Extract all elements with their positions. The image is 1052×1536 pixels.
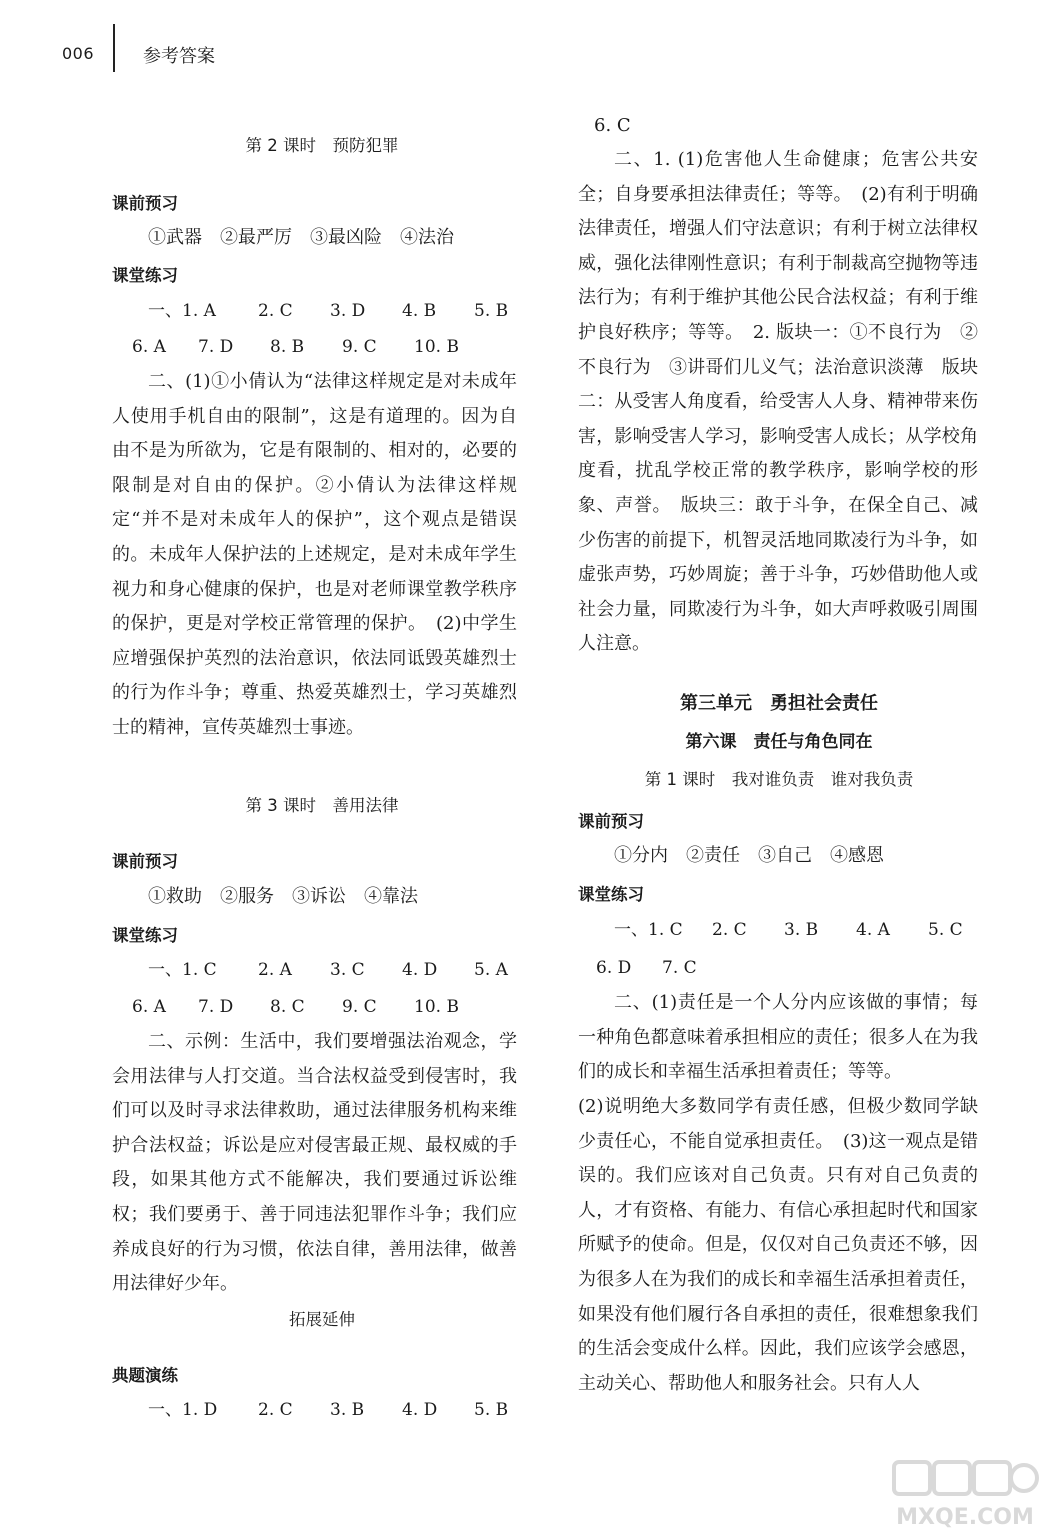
answer-item: 一、1. C	[148, 960, 217, 980]
pre-study-label-1: 课前预习	[112, 194, 178, 213]
extension-title: 拓展延伸	[289, 1310, 355, 1329]
pre-study-answers-1: ①武器 ②最严厉 ③最凶险 ④法治	[148, 227, 454, 248]
lesson-3-title: 第 3 课时 善用法律	[245, 796, 399, 815]
answer-item: 8. B	[270, 337, 305, 357]
typical-practice-label: 典题演练	[112, 1366, 178, 1385]
mc-answers-row	[132, 995, 459, 1019]
answer-item: 7. C	[662, 958, 697, 978]
pre-study-answers-2: ①救助 ②服务 ③诉讼 ④靠法	[148, 886, 418, 907]
answer-item: 3. B	[784, 920, 819, 940]
answer-item: 5. B	[474, 1400, 509, 1420]
class-practice-label-3: 课堂练习	[578, 885, 644, 904]
answer-item: 6. A	[132, 337, 166, 357]
mc-answers-row	[148, 299, 508, 323]
answer-item: 2. C	[258, 1400, 293, 1420]
mc-answers-row	[148, 1398, 508, 1422]
answer-item: 2. C	[258, 301, 293, 321]
pre-study-label-3: 课前预习	[578, 812, 644, 831]
header-divider	[113, 24, 115, 72]
class-practice-label-2: 课堂练习	[112, 926, 178, 945]
answer-item: 3. B	[330, 1400, 365, 1420]
answer-item: 5. A	[474, 960, 508, 980]
answer-item: 5. B	[474, 301, 509, 321]
answer-item: 10. B	[414, 997, 459, 1017]
lesson-2-title: 第 2 课时 预防犯罪	[245, 136, 399, 155]
page-header	[0, 0, 1052, 100]
answer-item: 一、1. A	[148, 301, 216, 321]
page-number: 006	[62, 44, 95, 63]
answer-item: 8. C	[270, 997, 305, 1017]
mc-answers-row	[148, 958, 508, 982]
lesson-6-1-title: 第 1 课时 我对谁负责 谁对我负责	[644, 770, 914, 789]
mc-answers-row	[596, 956, 697, 980]
answer-item: 2. C	[712, 920, 747, 940]
answer-item: 9. C	[342, 337, 377, 357]
pre-study-answers-3: ①分内 ②责任 ③自己 ④感恩	[614, 845, 884, 866]
answer-item: 4. A	[856, 920, 890, 940]
pre-study-label-2: 课前预习	[112, 852, 178, 871]
mc-answers-row	[132, 335, 459, 359]
answer-item: 4. D	[402, 1400, 438, 1420]
answer-item: 7. D	[198, 337, 234, 357]
answer-item: 一、1. C	[614, 920, 683, 940]
lesson-6-title: 第六课 责任与角色同在	[685, 732, 873, 752]
essay-answer-4a: 二、(1)责任是一个人分内应该做的事情；每一种角色都意味着承担相应的责任；很多人在为我们的成长和幸福生活承担着责任；等等。	[578, 992, 978, 1083]
essay-answer-2: 二、示例：生活中，我们要增强法治观念，学会用法律与人打交道。当合法权益受到侵害时，我们可以及时寻求法律救助，通过法律服务机构来维护合法权益；诉讼是应对侵害最正规、最权威的手段，如果其他方式不能解决，我们要通过诉讼维权；我们要勇于、善于同违法犯罪作斗争；我们应养成良好的行为习惯，依法自律，善用法律，做善用法律好少年。	[112, 1031, 517, 1295]
header-title: 参考答案	[143, 46, 215, 67]
watermark-logo	[890, 1456, 1040, 1532]
answer-item: 一、1. D	[148, 1400, 218, 1420]
answer-item: 7. D	[198, 997, 234, 1017]
answer-item: 6. D	[596, 958, 632, 978]
answer-item: 5. C	[928, 920, 963, 940]
watermark-text: MXQE.COM	[896, 1505, 1034, 1530]
answer-item: 2. A	[258, 960, 292, 980]
answer-item: 3. C	[330, 960, 365, 980]
answer-item: 4. B	[402, 301, 437, 321]
unit-title: 第三单元 勇担社会责任	[680, 693, 878, 714]
essay-answer-3: 二、1. (1)危害他人生命健康；危害公共安全；自身要承担法律责任；等等。 (2)有利于明确法律责任，增强人们守法意识；有利于树立法律权威，强化法律刚性意识；有利于制裁高空抛物等违法行为；有利于维护其他公民合法权益；有利于维护良好秩序；等等。 2. 版块一：①不良行为 ②不良行为 ③讲哥们儿义气；法治意识淡薄 版块二：从受害人角度看，给受害人人身、精神带来伤害，影响受害人学习，影响受害人成长；从学校角度看，扰乱学校正常的教学秩序，影响学校的形象、声誉。 版块三：敢于斗争，在保全自己、减少伤害的前提下，机智灵活地同欺凌行为斗争，如虚张声势，巧妙周旋；善于斗争，巧妙借助他人或社会力量，同欺凌行为斗争，如大声呼救吸引周围人注意。	[578, 149, 978, 655]
answer-item: 3. D	[330, 301, 366, 321]
answer-item: 6. C	[594, 115, 631, 136]
essay-answer-4b: (2)说明绝大多数同学有责任感，但极少数同学缺少责任心，不能自觉承担责任。 (3)这一观点是错误的。我们应该对自己负责。只有对自己负责的人，才有资格、有能力、有信心承担起时代和国家所赋予的使命。但是，仅仅对自己负责还不够，因为很多人在为我们的成长和幸福生活承担着责任，如果没有他们履行各自承担的责任，很难想象我们的生活会变成什么样。因此，我们应该学会感恩，主动关心、帮助他人和服务社会。只有人人	[578, 1096, 978, 1394]
answer-item: 4. D	[402, 960, 438, 980]
answer-item: 6. A	[132, 997, 166, 1017]
answer-item: 10. B	[414, 337, 459, 357]
class-practice-label-1: 课堂练习	[112, 266, 178, 285]
essay-answer-1: 二、(1)①小倩认为“法律这样规定是对未成年人使用手机自由的限制”，这是有道理的。因为自由不是为所欲为，它是有限制的、相对的，必要的限制是对自由的保护。②小倩认为法律这样规定“并不是对未成年人的保护”，这个观点是错误的。未成年人保护法的上述规定，是对未成年学生视力和身心健康的保护，也是对老师课堂教学秩序的保护，更是对学校正常管理的保护。 (2)中学生应增强保护英烈的法治意识，依法同诋毁英雄烈士的行为作斗争；尊重、热爱英雄烈士，学习英雄烈士的精神，宣传英雄烈士事迹。	[112, 371, 517, 738]
mc-answers-row	[614, 918, 963, 942]
answer-item: 9. C	[342, 997, 377, 1017]
